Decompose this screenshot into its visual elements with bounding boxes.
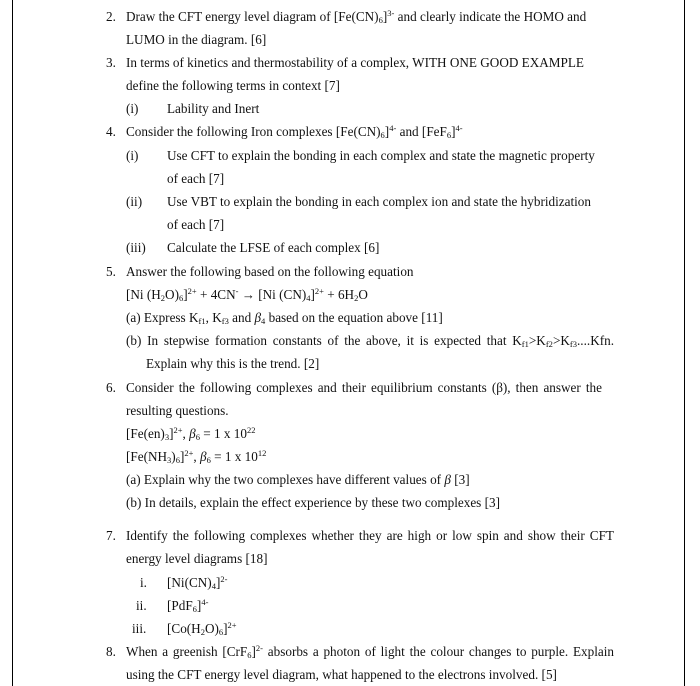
question-text: In terms of kinetics and thermostability of a complex, WITH ONE GOOD EXAMPLE — [126, 55, 584, 70]
page-right-border — [684, 0, 685, 686]
question-text: using the CFT energy level diagram, what happened to the electrons involved. [5] — [126, 667, 557, 682]
question-text: LUMO in the diagram. [6] — [126, 32, 267, 47]
subpart-text: (a) Express $K_{f1}$, $K_{f3}$ and $\beta_4$ based on the equation above [11] — [126, 310, 443, 326]
question-number: 7. — [106, 528, 116, 543]
subpart-text: (a) Explain why the two complexes have different values of β [3] — [126, 472, 470, 487]
subpart-text: Explain why this is the trend. [2] — [146, 356, 320, 371]
complex-constant: $[Fe(NH_3)_6]^{2+}$, $\beta_6 = 1$ x $10^{12}$ — [126, 448, 267, 465]
question-text: Consider the following Iron complexes $[Fe(CN)_6]^{4-}$ and $[FeF_6]^{4-}$ — [126, 123, 463, 140]
subpart-label: ii. — [136, 598, 147, 613]
question-text: define the following terms in context [7] — [126, 78, 340, 93]
subpart-label: iii. — [132, 621, 147, 636]
subpart-text: $[PdF_6]^{4-}$ — [167, 597, 209, 614]
question-text: Consider the following complexes and their equilibrium constants (β), then answer the — [126, 380, 602, 395]
subpart-text: Use VBT to explain the bonding in each complex ion and state the hybridization — [167, 194, 591, 209]
subpart-text: $[Co(H_2O)_6]^{2+}$ — [167, 620, 237, 637]
question-number: 5. — [106, 264, 116, 279]
page-left-border — [12, 0, 13, 686]
subpart-label: i. — [140, 575, 147, 590]
question-text: Draw the CFT energy level diagram of $[Fe(CN)_6]^{3-}$ and clearly indicate the HOMO and — [126, 8, 587, 25]
subpart-text: (b) In stepwise formation constants of the above, it is expected that $K_{f1}>K_{f2}>K_{f3}....Kfn$. — [126, 333, 614, 349]
subpart-text: of each [7] — [167, 171, 225, 186]
question-text: Identify the following complexes whether they are high or low spin and show their CFT — [126, 528, 614, 543]
subpart-label: (iii) — [126, 240, 146, 255]
subpart-text: Calculate the LFSE of each complex [6] — [167, 240, 380, 255]
question-text: When a greenish $[CrF_6]^{2-}$ absorbs a photon of light the colour changes to purple. Explain — [126, 643, 614, 660]
subpart-text: $[Ni(CN)_4]^{2-}$ — [167, 574, 228, 591]
question-number: 8. — [106, 644, 116, 659]
subpart-label: (ii) — [126, 194, 143, 209]
subpart-text: (b) In details, explain the effect experience by these two complexes [3] — [126, 495, 500, 510]
question-text: energy level diagrams [18] — [126, 551, 268, 566]
subpart-text: of each [7] — [167, 217, 225, 232]
complex-constant: $[Fe(en)_3]^{2+}$, $\beta_6 = 1$ x $10^{22}$ — [126, 425, 256, 442]
subpart-label: (i) — [126, 148, 139, 163]
question-number: 3. — [106, 55, 116, 70]
reaction-equation: [Ni $(H_2O)_6]^{2+} + 4CN^- \to [Ni$ $(CN)_4]^{2+} + 6H_2O$ — [126, 286, 368, 303]
question-number: 6. — [106, 380, 116, 395]
question-text: Answer the following based on the following equation — [126, 264, 414, 279]
subpart-label: (i) — [126, 101, 139, 116]
question-number: 4. — [106, 124, 116, 139]
question-text: resulting questions. — [126, 403, 229, 418]
subpart-text: Lability and Inert — [167, 101, 260, 116]
subpart-text: Use CFT to explain the bonding in each complex and state the magnetic property — [167, 148, 595, 163]
question-number: 2. — [106, 9, 116, 24]
